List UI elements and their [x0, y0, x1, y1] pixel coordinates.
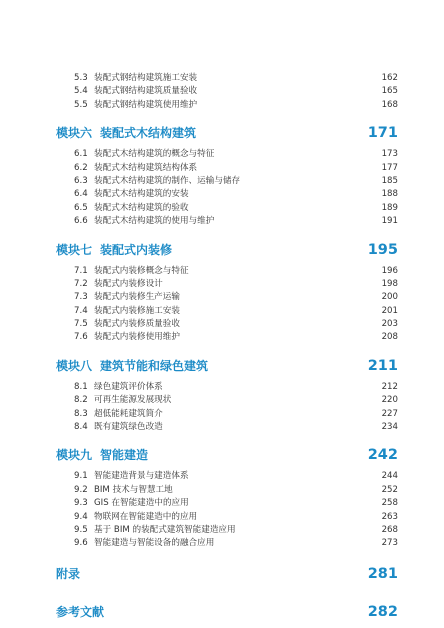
page-number: 252	[381, 484, 398, 495]
section-title: 装配式木结构建筑的安装	[94, 189, 189, 200]
page-number: 234	[381, 422, 398, 433]
toc-entry[interactable]	[0, 484, 444, 497]
section-number: 9.2	[74, 484, 88, 495]
page-number: 208	[381, 332, 398, 343]
section-number: 5.5	[74, 99, 88, 110]
toc-entry[interactable]	[0, 291, 444, 304]
chapter-page-number: 171	[367, 125, 398, 142]
section-number: 6.6	[74, 216, 88, 227]
toc-entry[interactable]	[0, 162, 444, 175]
toc-entry[interactable]	[0, 497, 444, 510]
page-number: 201	[381, 305, 398, 316]
module-label: 模块七	[56, 242, 93, 257]
section-title: 装配式内装修设计	[94, 278, 163, 289]
section-number: 9.3	[74, 498, 88, 509]
page-number: 203	[381, 319, 398, 330]
section-number: 7.3	[74, 292, 88, 303]
section-title: 既有建筑绿色改造	[94, 422, 163, 433]
section-title: 装配式钢结构建筑质量验收	[94, 86, 198, 97]
toc-entry[interactable]	[0, 175, 444, 188]
chapter-name: 附录	[56, 566, 81, 581]
page-number: 189	[381, 202, 398, 213]
section-title: 装配式内装修质量验收	[94, 319, 180, 330]
page-number: 177	[381, 162, 398, 173]
toc-chapter[interactable]	[0, 440, 444, 470]
page-number: 191	[381, 216, 398, 227]
section-number: 5.4	[74, 86, 88, 97]
section-number: 7.5	[74, 319, 88, 330]
page-number: 200	[381, 292, 398, 303]
section-title: 装配式内装修使用维护	[94, 332, 180, 343]
chapter-page-number: 195	[367, 241, 398, 258]
section-title: 装配式内装修生产运输	[94, 292, 180, 303]
section-title: GIS 在智能建造中的应用	[94, 498, 189, 509]
section-title: 基于 BIM 的装配式建筑智能建造应用	[94, 524, 236, 535]
page-number: 185	[381, 175, 398, 186]
section-title: 绿色建筑评价体系	[94, 381, 163, 392]
toc-entry[interactable]	[0, 188, 444, 201]
toc-entry[interactable]	[0, 278, 444, 291]
section-title: 装配式木结构建筑的使用与维护	[94, 216, 215, 227]
chapter-title	[56, 118, 196, 148]
section-number: 7.6	[74, 332, 88, 343]
chapter-name: 装配式木结构建筑	[100, 126, 197, 141]
toc-entry[interactable]	[0, 470, 444, 483]
page-number: 227	[381, 408, 398, 419]
page-number: 244	[381, 471, 398, 482]
toc-chapter[interactable]	[0, 559, 444, 589]
section-title: 装配式木结构建筑结构体系	[94, 162, 198, 173]
chapter-name: 智能建造	[100, 448, 149, 463]
toc-chapter[interactable]	[0, 597, 444, 627]
section-number: 6.1	[74, 149, 88, 160]
section-title: 超低能耗建筑简介	[94, 408, 163, 419]
section-number: 7.1	[74, 265, 88, 276]
section-number: 9.6	[74, 538, 88, 549]
section-title: 可再生能源发展现状	[94, 395, 172, 406]
page-number: 273	[381, 538, 398, 549]
toc-entry[interactable]	[0, 331, 444, 344]
section-number: 6.4	[74, 189, 88, 200]
module-label: 模块八	[56, 358, 93, 373]
section-number: 7.4	[74, 305, 88, 316]
page-number: 268	[381, 524, 398, 535]
section-number: 9.5	[74, 524, 88, 535]
toc-chapter[interactable]	[0, 235, 444, 265]
chapter-name: 参考文献	[56, 604, 105, 619]
chapter-title	[56, 559, 80, 589]
page-number: 258	[381, 498, 398, 509]
chapter-title	[56, 235, 172, 265]
toc-entry[interactable]	[0, 408, 444, 421]
table-of-contents	[0, 72, 444, 627]
toc-chapter[interactable]	[0, 351, 444, 381]
section-number: 7.2	[74, 278, 88, 289]
section-number: 6.2	[74, 162, 88, 173]
page-number: 212	[381, 381, 398, 392]
page-number: 168	[381, 99, 398, 110]
section-number: 8.2	[74, 395, 88, 406]
page-number: 263	[381, 511, 398, 522]
toc-entry[interactable]	[0, 511, 444, 524]
toc-entry[interactable]	[0, 99, 444, 112]
toc-entry[interactable]	[0, 394, 444, 407]
section-title: 装配式木结构建筑的验收	[94, 202, 189, 213]
section-number: 5.3	[74, 73, 88, 83]
toc-entry[interactable]	[0, 265, 444, 278]
module-label: 模块六	[56, 126, 93, 141]
section-title: 装配式内装修概念与特征	[94, 265, 189, 276]
chapter-title	[56, 597, 104, 627]
section-number: 9.1	[74, 471, 88, 482]
section-title: 装配式钢结构建筑使用维护	[94, 99, 198, 110]
toc-entry[interactable]	[0, 305, 444, 318]
toc-entry[interactable]	[0, 72, 444, 85]
page-number: 188	[381, 189, 398, 200]
toc-entry[interactable]	[0, 318, 444, 331]
page-number: 220	[381, 395, 398, 406]
page-number: 198	[381, 278, 398, 289]
section-title: 装配式钢结构建筑施工安装	[94, 73, 198, 83]
chapter-title	[56, 351, 208, 381]
section-number: 8.4	[74, 422, 88, 433]
page-number: 173	[381, 149, 398, 160]
toc-entry[interactable]	[0, 421, 444, 434]
page-number: 162	[381, 73, 398, 83]
toc-chapter[interactable]	[0, 118, 444, 148]
section-title: 装配式木结构建筑的制作、运输与储存	[94, 175, 241, 186]
section-title: 装配式内装修施工安装	[94, 305, 180, 316]
chapter-title	[56, 440, 148, 470]
section-number: 6.3	[74, 175, 88, 186]
toc-entry[interactable]	[0, 148, 444, 161]
chapter-page-number: 211	[367, 357, 398, 374]
toc-entry[interactable]	[0, 537, 444, 550]
section-number: 8.3	[74, 408, 88, 419]
toc-entry[interactable]	[0, 381, 444, 394]
toc-entry[interactable]	[0, 215, 444, 228]
chapter-page-number: 242	[367, 447, 398, 464]
section-title: 物联网在智能建造中的应用	[94, 511, 198, 522]
section-title: BIM 技术与智慧工地	[94, 484, 173, 495]
section-title: 装配式木结构建筑的概念与特征	[94, 149, 215, 160]
chapter-page-number: 282	[367, 603, 398, 620]
chapter-page-number: 281	[367, 565, 398, 582]
section-number: 9.4	[74, 511, 88, 522]
section-number: 6.5	[74, 202, 88, 213]
section-title: 智能建造背景与建造体系	[94, 471, 189, 482]
page-number: 196	[381, 265, 398, 276]
chapter-name: 装配式内装修	[100, 242, 173, 257]
module-label: 模块九	[56, 448, 93, 463]
toc-entry[interactable]	[0, 85, 444, 98]
toc-entry[interactable]	[0, 202, 444, 215]
section-number: 8.1	[74, 381, 88, 392]
page-number: 165	[381, 86, 398, 97]
chapter-name: 建筑节能和绿色建筑	[100, 358, 209, 373]
section-title: 智能建造与智能设备的融合应用	[94, 538, 215, 549]
toc-entry[interactable]	[0, 524, 444, 537]
